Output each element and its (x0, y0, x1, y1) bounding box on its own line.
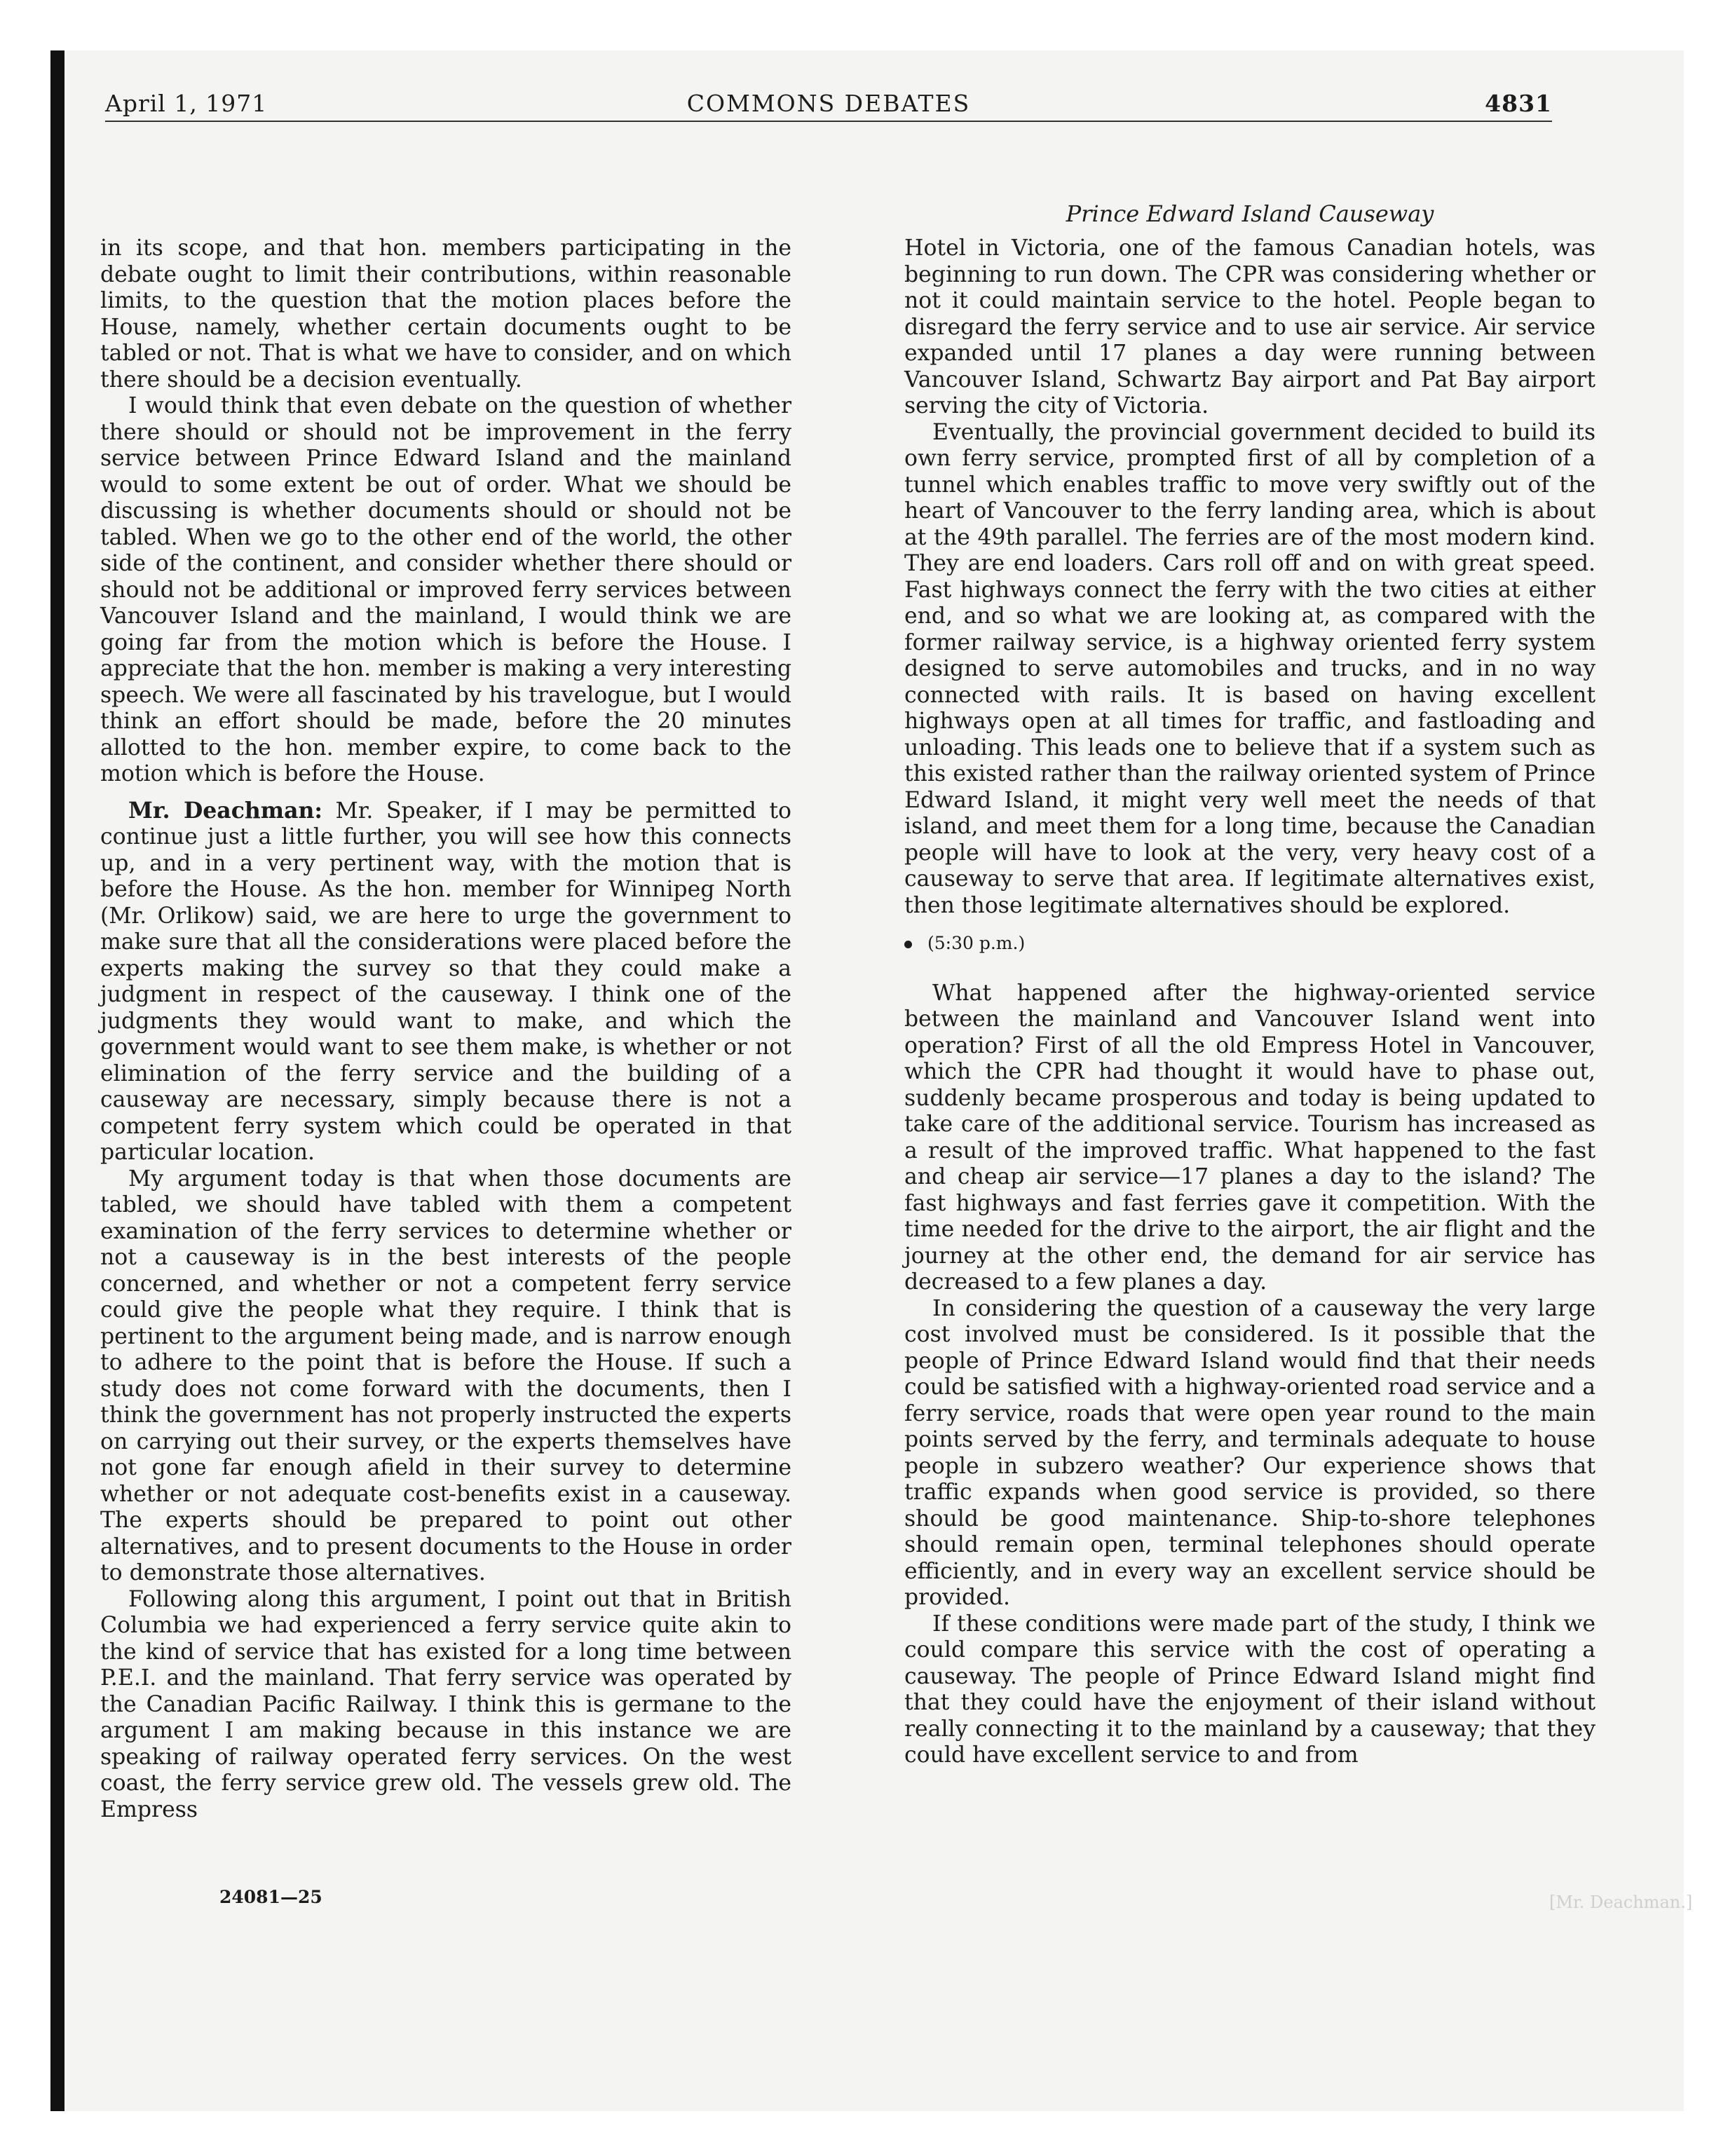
paragraph: Eventually, the provincial government decided to build its own ferry service, prompted first of all by completion of a tunnel which enables traffic to move very swiftly out of the heart of Vancouver to the ferry landing area, which is about at the 49th parallel. The ferries are of the most modern kind. They are end loaders. Cars roll off and on with great speed. Fast highways connect the ferry with the two cities at either end, and so what we are looking at, as compared with the former railway service, is a highway oriented ferry system designed to serve automobiles and trucks, and in no way connected with rails. It is based on having excellent highways open at all times for traffic, and fastloading and unloading. This leads one to believe that if a system such as this existed rather than the railway oriented system of Prince Edward Island, it might very well meet the needs of that island, and meet them for a long time, because the Canadian people will have to look at the very, very heavy cost of a causeway to serve that area. If legitimate alternatives exist, then those legitimate alternatives should be explored. (904, 419, 1595, 918)
time-stamp (904, 930, 1595, 957)
page-header (105, 90, 1552, 122)
running-head: Prince Edward Island Causeway (1066, 200, 1434, 227)
footer-code: 24081—25 (219, 1887, 322, 1907)
speaker-text: Mr. Speaker, if I may be permitted to continue just a little further, you will see how this connects up, and in a very pertinent way, with the motion that is before the House. As the hon. member for Winnipeg North (Mr. Orlikow) said, we are here to urge the government to make sure that all the considerations were placed before the experts making the survey so that they could make a judgment in respect of the causeway. I think one of the judgments they would want to make, and which the government would want to see them make, is whether or not elimination of the ferry service and the building of a causeway are necessary, simply because there is not a competent ferry system which could be operated in that particular location. (100, 798, 791, 1165)
time-stamp-text: (5:30 p.m.) (927, 933, 1026, 953)
scan-edge-bar (50, 50, 64, 2111)
paragraph: What happened after the highway-oriented service between the mainland and Vancouver Island went into operation? First of all the old Empress Hotel in Vancouver, which the CPR had thought it would have to phase out, suddenly became prosperous and today is being updated to take care of the additional service. Tourism has increased as a result of the improved traffic. What happened to the fast and cheap air service—17 planes a day to the island? The fast highways and fast ferries gave it competition. With the time needed for the drive to the airport, the air flight and the journey at the other end, the demand for air service has decreased to a few planes a day. (904, 980, 1595, 1295)
paragraph: If these conditions were made part of the study, I think we could compare this service with the cost of operating a causeway. The people of Prince Edward Island might find that they could have the enjoyment of their island without really connecting it to the mainland by a causeway; that they could have excellent service to and from (904, 1611, 1595, 1768)
bullet-icon (904, 941, 912, 948)
paragraph: My argument today is that when those documents are tabled, we should have tabled with them a competent examination of the ferry services to determine whether or not a causeway is in the best interests of the people concerned, and whether or not a competent ferry service could give the people what they require. I think that is pertinent to the argument being made, and is narrow enough to adhere to the point that is before the House. If such a study does not come forward with the documents, then I think the government has not properly instructed the experts on carrying out their survey, or the experts themselves have not gone far enough afield in their survey to determine whether or not adequate cost-benefits exist in a causeway. The experts should be prepared to point out other alternatives, and to present documents to the House in order to demonstrate those alternatives. (100, 1166, 791, 1585)
faint-note: [Mr. Deachman.] (1549, 1892, 1693, 1912)
header-page-number: 4831 (1485, 90, 1552, 117)
speaker-paragraph (100, 798, 791, 1166)
speaker-name: Mr. Deachman: (128, 797, 323, 824)
header-date: April 1, 1971 (105, 90, 268, 117)
paragraph: Following along this argument, I point out that in British Columbia we had experienced a ferry service quite akin to the kind of service that has existed for a long time between P.E.I. and the mainland. That ferry service was operated by the Canadian Pacific Railway. I think this is germane to the argument I am making because in this instance we are speaking of railway operated ferry services. On the west coast, the ferry service grew old. The vessels grew old. The Empress (100, 1586, 791, 1822)
paragraph: in its scope, and that hon. members participating in the debate ought to limit their contributions, within reasonable limits, to the question that the motion places before the House, namely, whether certain documents ought to be tabled or not. That is what we have to consider, and on which there should be a decision eventually. (100, 236, 791, 393)
paragraph: Hotel in Victoria, one of the famous Canadian hotels, was beginning to run down. The CPR was considering whether or not it could maintain service to the hotel. People began to disregard the ferry service and to use air service. Air service expanded until 17 planes a day were running between Vancouver Island, Schwartz Bay airport and Pat Bay airport serving the city of Victoria. (904, 236, 1595, 418)
left-column (100, 236, 791, 1823)
paragraph: I would think that even debate on the question of whether there should or should not be improvement in the ferry service between Prince Edward Island and the mainland would to some extent be out of order. What we should be discussing is whether documents should or should not be tabled. When we go to the other end of the world, the other side of the continent, and consider whether there should or should not be additional or improved ferry services between Vancouver Island and the mainland, I would think we are going far from the motion which is before the House. I appreciate that the hon. member is making a very interesting speech. We were all fascinated by his travelogue, but I would think an effort should be made, before the 20 minutes allotted to the hon. member expire, to come back to the motion which is before the House. (100, 393, 791, 786)
paragraph: In considering the question of a causeway the very large cost involved must be considered. Is it possible that the people of Prince Edward Island would find that their needs could be satisfied with a highway-oriented road service and a ferry service, roads that were open year round to the main points served by the ferry, and terminals adequate to house people in subzero weather? Our experience shows that traffic expands when good service is provided, so there should be good maintenance. Ship-to-shore telephones should remain open, terminal telephones should operate efficiently, and in every way an excellent service should be provided. (904, 1295, 1595, 1610)
header-title: COMMONS DEBATES (686, 90, 971, 117)
right-column (904, 236, 1595, 1769)
